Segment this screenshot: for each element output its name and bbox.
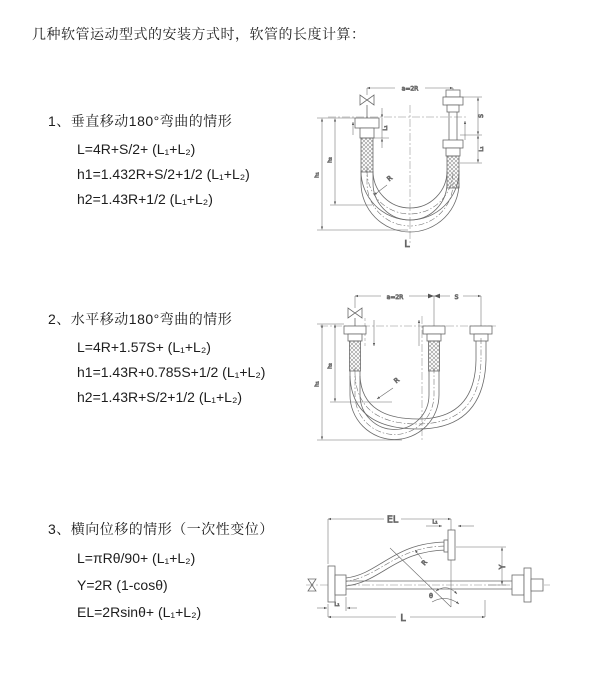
middle-flange xyxy=(423,326,445,341)
right-flange xyxy=(512,568,543,602)
formula-line: h2=1.43R+S/2+1/2 (L₁+L₂) xyxy=(77,389,243,405)
formula-line: EL=2Rsinθ+ (L₁+L₂) xyxy=(77,604,202,620)
dim-label-r: R xyxy=(385,173,395,183)
dimension-s xyxy=(460,97,482,163)
dim-label-h2: h₂ xyxy=(327,157,334,163)
dim-label-a2r: a=2R xyxy=(401,85,419,93)
hose-u-bend-position2 xyxy=(350,360,486,429)
displaced-flange xyxy=(444,530,455,560)
valve-icon xyxy=(360,95,374,118)
right-pipe xyxy=(449,112,457,140)
dim-label-l: L xyxy=(400,613,406,624)
dim-label-l1-right: L₁ xyxy=(479,146,485,152)
braided-hose-left xyxy=(350,341,361,371)
section-1 xyxy=(48,111,250,212)
dim-label-h1: h₁ xyxy=(314,172,321,178)
section-heading: 3、横向位移的情形（一次性变位） xyxy=(48,521,274,537)
formula-list xyxy=(48,137,250,212)
formula-line: h2=1.43R+1/2 (L₁+L₂) xyxy=(77,191,213,207)
dim-label-theta: θ xyxy=(429,592,433,600)
dim-label-s: S xyxy=(454,293,459,301)
left-flange xyxy=(328,566,346,602)
dim-label-s: S xyxy=(478,114,485,118)
formula-line: L=4R+1.57S+ (L₁+L₂) xyxy=(77,339,211,355)
formula-line: h1=1.432R+S/2+1/2 (L₁+L₂) xyxy=(77,166,250,182)
formula-line: h1=1.43R+0.785S+1/2 (L₁+L₂) xyxy=(77,364,266,380)
dim-label-r: R xyxy=(419,558,429,568)
diagram-vertical-180-bend xyxy=(310,75,525,255)
page-title: 几种软管运动型式的安装方式时，软管的长度计算： xyxy=(32,26,366,42)
formula-list xyxy=(48,545,274,626)
right-flange-lower xyxy=(443,140,463,156)
diagram-lateral-displacement xyxy=(298,502,563,632)
dim-label-y: Y xyxy=(498,564,507,570)
dim-label-el: EL xyxy=(386,514,399,526)
dim-label-a2r: a=2R xyxy=(386,293,404,301)
dim-label-l1-bottom: L₁ xyxy=(334,602,340,608)
dim-label-l1-top: L₁ xyxy=(432,519,438,526)
hose-displaced xyxy=(342,542,448,586)
braided-hose-left xyxy=(361,138,373,172)
dim-label-h1: h₁ xyxy=(314,381,321,387)
left-flange xyxy=(344,326,366,341)
formula-line: Y=2R (1-cosθ) xyxy=(77,577,168,593)
dim-label-l1-left: L₁ xyxy=(383,125,389,131)
angle-arc xyxy=(436,588,457,594)
formula-list xyxy=(48,335,265,410)
dim-label-l: L xyxy=(404,239,410,250)
diagram-horizontal-180-bend xyxy=(312,288,507,458)
formula-line: L=πRθ/90+ (L₁+L₂) xyxy=(77,550,196,566)
section-heading: 1、垂直移动180°弯曲的情形 xyxy=(48,113,233,129)
section-heading: 2、水平移动180°弯曲的情形 xyxy=(48,311,233,327)
section-2 xyxy=(48,309,265,410)
valve-icon xyxy=(348,308,362,326)
angle-arc-2 xyxy=(432,598,459,604)
braided-hose-middle xyxy=(429,341,440,371)
radius-leader xyxy=(377,388,393,399)
left-flange xyxy=(355,118,379,138)
right-flange-upper xyxy=(443,90,463,112)
section-3 xyxy=(48,519,274,626)
dim-label-r: R xyxy=(392,375,402,385)
dim-label-h2: h₂ xyxy=(327,363,334,369)
formula-line: L=4R+S/2+ (L₁+L₂) xyxy=(77,141,196,157)
